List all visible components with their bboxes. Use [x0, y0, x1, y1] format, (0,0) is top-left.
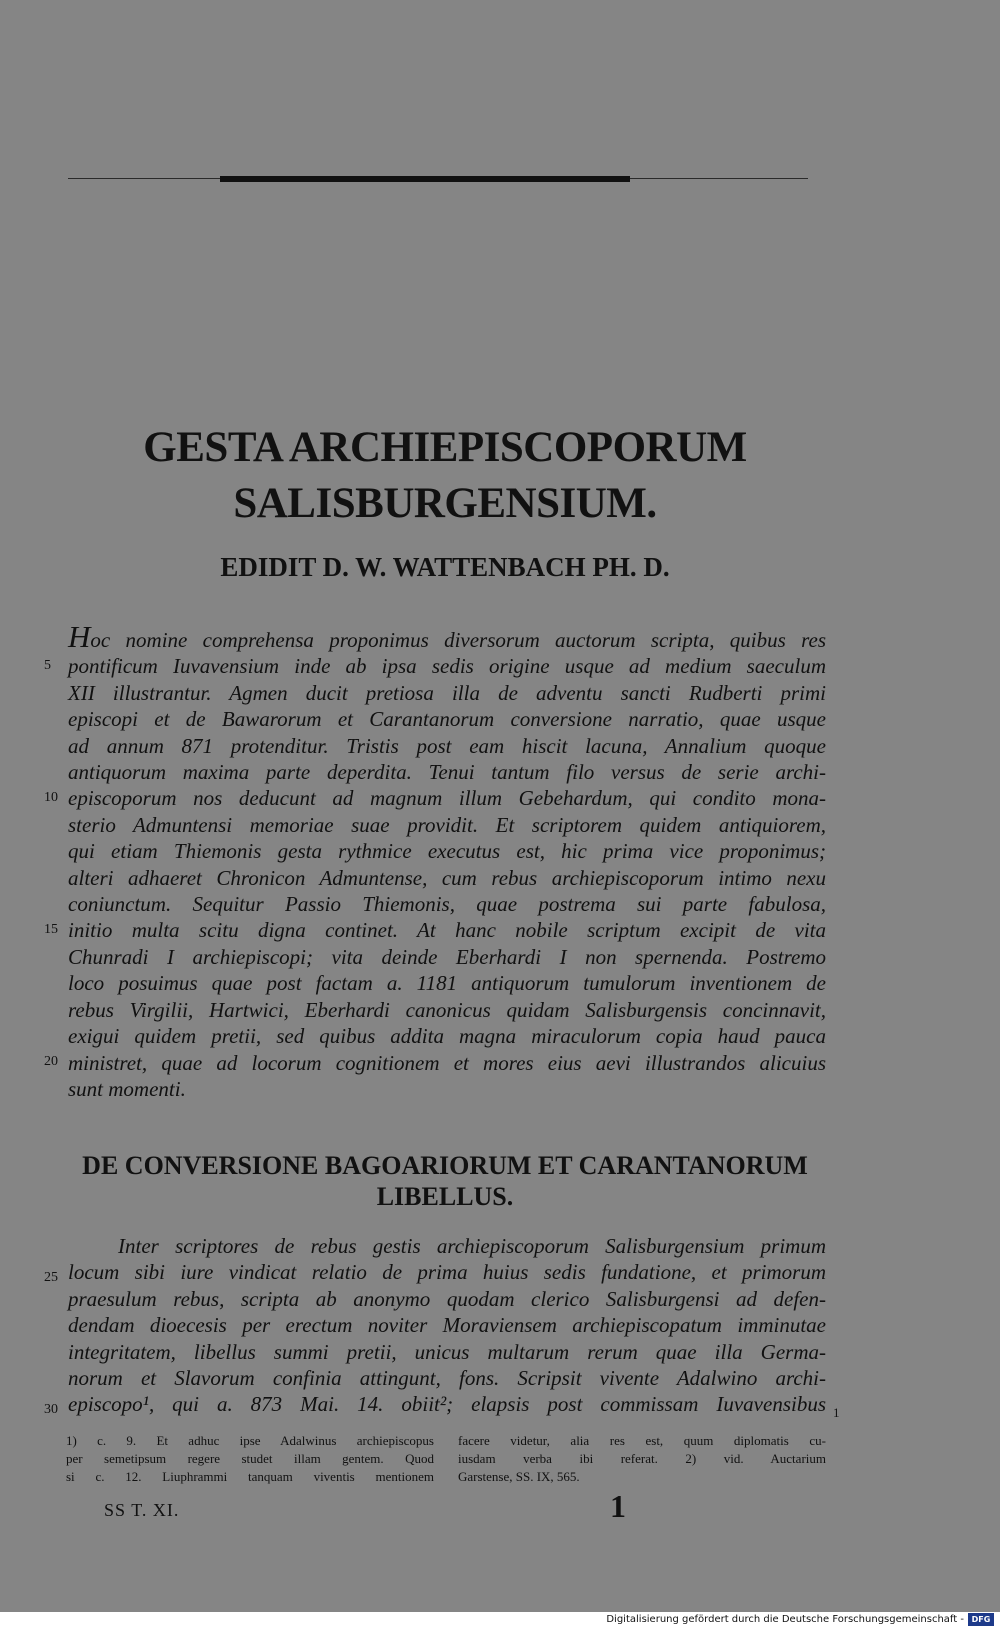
page-number: 1: [610, 1488, 626, 1524]
digitization-credit: Digitalisierung gefördert durch die Deutsche Forschungsgemeinschaft -: [606, 1614, 964, 1625]
text-line: Inter scriptores de rebus gestis archiepiscoporum Salisburgensium primum: [118, 1234, 826, 1258]
line-number: 5: [44, 658, 51, 673]
text-line: alteri adhaeret Chronicon Admuntense, cum rebus archiepiscoporum intimo nexu: [68, 865, 826, 890]
text-line: norum et Slavorum confinia attingunt, fons. Scripsit vivente Adalwino archi-: [68, 1366, 826, 1391]
line-number: 10: [44, 790, 58, 805]
text-line: initio multa scitu digna continet. At hanc nobile scriptum excipit de vita: [68, 918, 826, 943]
footnotes: [66, 1432, 826, 1486]
footnote-line: per semetipsum regere studet illam gentem. Quod: [66, 1451, 434, 1466]
text-line: loco posuimus quae post factam a. 1181 antiquorum tumulorum inventionem de: [68, 971, 826, 996]
text-line: rebus Virgilii, Hartwici, Eberhardi canonicus quidam Salisburgensis concinnavit,: [68, 997, 826, 1022]
drop-cap: H: [68, 619, 91, 654]
text-line: integritatem, libellus summi pretii, unicus multarum rerum quae illa Germa-: [68, 1339, 826, 1364]
footnote-line: Garstense, SS. IX, 565.: [458, 1469, 580, 1484]
line-number: 20: [44, 1054, 58, 1069]
footnote-line: si c. 12. Liuphrammi tanquam viventis mentionem: [66, 1469, 434, 1484]
text-line: antiquorum maxima parte deperdita. Tenui tantum filo versus de serie archi-: [68, 760, 826, 785]
main-title: [0, 420, 890, 532]
text-line: pontificum Iuvavensium inde ab ipsa sedis origine usque ad medium saeculum: [68, 654, 826, 679]
text-line: episcoporum nos deducunt ad magnum illum Gebehardum, qui condito mona-: [68, 786, 826, 811]
footnote-column-left: [66, 1432, 434, 1486]
line-number: 25: [44, 1270, 58, 1285]
section-title-line: DE CONVERSIONE BAGOARIORUM ET CARANTANORUM: [82, 1151, 808, 1180]
text-line: exigui quidem pretii, sed quibus addita magna miraculorum copia haud pauca: [68, 1024, 826, 1049]
dfg-logo: DFG: [968, 1613, 994, 1626]
text-line: Chunradi I archiepiscopi; vita deinde Eberhardi I non spernenda. Postremo: [68, 944, 826, 969]
text-line: sterio Admuntensi memoriae suae providit. Et scriptorem quidem antiquiorem,: [68, 812, 826, 837]
section-title: [0, 1150, 890, 1212]
text-line: qui etiam Thiemonis gesta rythmice executus est, hic prima vice proponimus;: [68, 839, 826, 864]
intro-paragraph: [68, 619, 826, 1102]
section-title-line: LIBELLUS.: [376, 1182, 514, 1211]
line-number: 30: [44, 1402, 58, 1417]
footnote-column-right: [458, 1432, 826, 1486]
text-line: sunt momenti.: [68, 1076, 186, 1101]
signature-mark: SS T. XI.: [104, 1500, 180, 1520]
text-line: dendam dioecesis per erectum noviter Moraviensem archiepiscopatum imminutae: [68, 1313, 826, 1338]
text-line: Hoc nomine comprehensa proponimus diversorum auctorum scripta, quibus res: [68, 619, 826, 654]
title-line: GESTA ARCHIEPISCOPORUM: [143, 424, 747, 471]
footnote-line: facere videtur, alia res est, quum diplomatis cu-: [458, 1433, 826, 1448]
text-line: coniunctum. Sequitur Passio Thiemonis, quae postrema sui parte fabulosa,: [68, 892, 826, 917]
text-line: praesulum rebus, scripta ab anonymo quodam clerico Salisburgensi ad defen-: [68, 1286, 826, 1311]
text-line: locum sibi iure vindicat relatio de prima huius sedis fundatione, et primorum: [68, 1260, 826, 1285]
text-line: XII illustrantur. Agmen ducit pretiosa illa de adventu sancti Rudberti primi: [68, 680, 826, 705]
section-paragraph: [68, 1233, 826, 1418]
margin-number: 1: [833, 1405, 840, 1420]
text-line: episcopi et de Bawarorum et Carantanorum conversione narratio, quae usque: [68, 707, 826, 732]
text-line: ad annum 871 protenditur. Tristis post eam hiscit lacuna, Annalium quoque: [68, 733, 826, 758]
line-number: 15: [44, 922, 58, 937]
footnote-line: iusdam verba ibi referat. 2) vid. Auctarium: [458, 1451, 826, 1466]
text-line: ministret, quae ad locorum cognitionem et mores eius aevi illustrandos alicuius: [68, 1050, 826, 1075]
header-rule-thick: [220, 176, 630, 182]
title-line: SALISBURGENSIUM.: [233, 480, 657, 527]
text-line: episcopo¹, qui a. 873 Mai. 14. obiit²; elapsis post commissam Iuvavensibus: [68, 1392, 826, 1417]
footnote-line: 1) c. 9. Et adhuc ipse Adalwinus archiepiscopus: [66, 1433, 434, 1448]
editor-line: EDIDIT D. W. WATTENBACH PH. D.: [220, 552, 670, 582]
